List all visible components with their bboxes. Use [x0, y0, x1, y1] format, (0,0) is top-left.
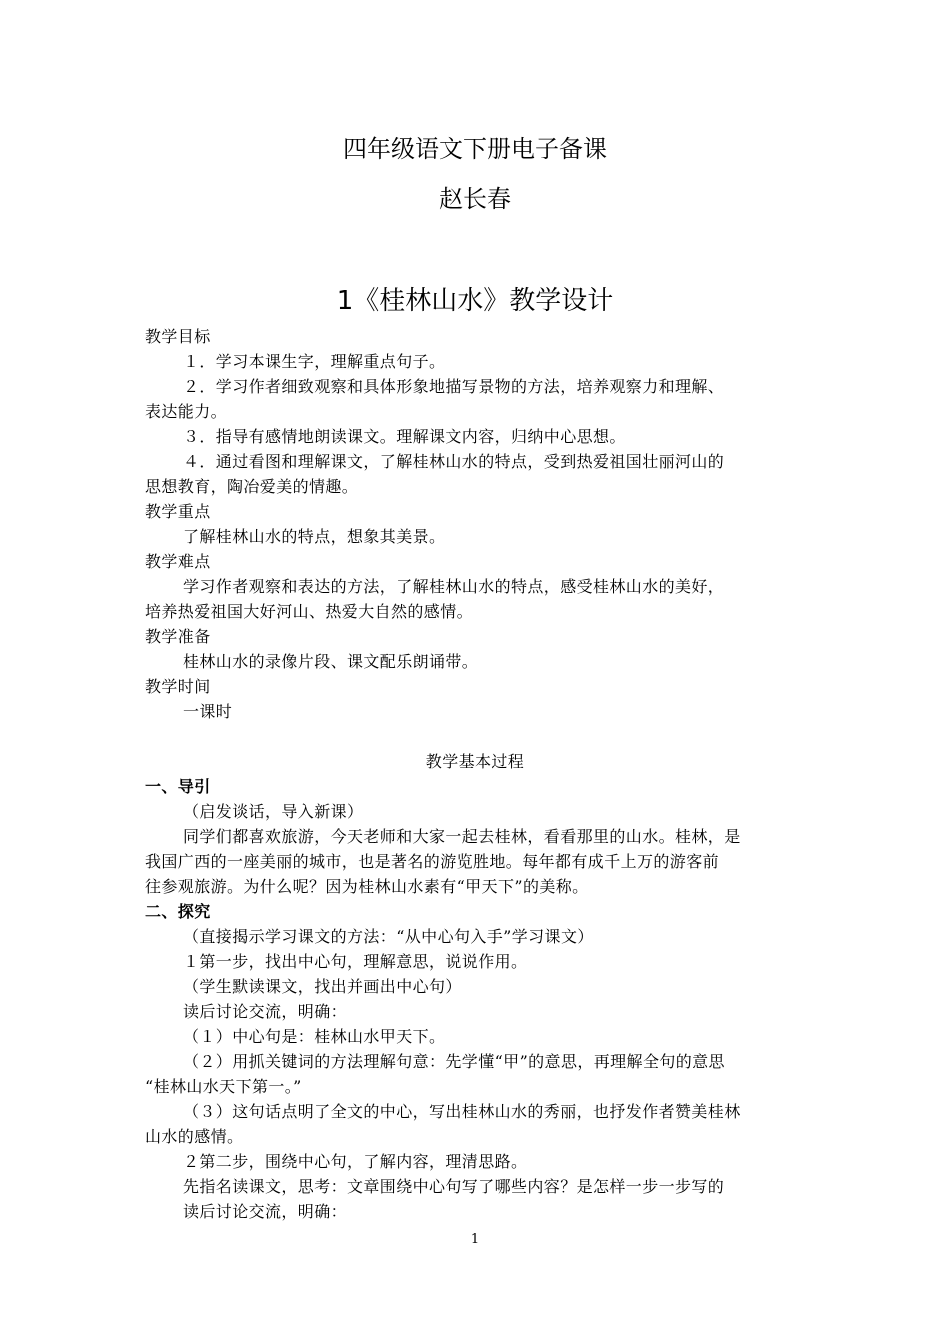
objective-item: １．学习本课生字，理解重点句子。 — [183, 352, 446, 371]
section2-note: （直接揭示学习课文的方法：“从中心句入手”学习课文） — [183, 927, 594, 946]
section1-paragraph: 同学们都喜欢旅游，今天老师和大家一起去桂林，看看那里的山水。桂林，是 — [183, 827, 741, 846]
lesson-title: 1《桂林山水》教学设计 — [336, 286, 614, 316]
document-title: 四年级语文下册电子备课 — [343, 135, 607, 163]
process-heading: 教学基本过程 — [425, 752, 525, 771]
conclusion-item: （２）用抓关键词的方法理解句意：先学懂“甲”的意思，再理解全句的意思 — [183, 1052, 725, 1071]
step1-text: １第一步，找出中心句，理解意思，说说作用。 — [183, 952, 528, 971]
discussion-text: 读后讨论交流，明确： — [183, 1202, 348, 1221]
section1-note: （启发谈话，导入新课） — [183, 802, 364, 821]
focus-heading: 教学重点 — [145, 502, 211, 521]
step1-note: （学生默读课文，找出并画出中心句） — [183, 977, 462, 996]
section1-paragraph-cont: 往参观旅游。为什么呢？因为桂林山水素有“甲天下”的美称。 — [145, 877, 589, 896]
focus-text: 了解桂林山水的特点，想象其美景。 — [183, 527, 446, 546]
objective-item: ４．通过看图和理解课文，了解桂林山水的特点，受到热爱祖国壮丽河山的 — [183, 452, 725, 471]
objectives-heading: 教学目标 — [145, 327, 211, 346]
preparation-text: 桂林山水的录像片段、课文配乐朗诵带。 — [183, 652, 479, 671]
objective-item-cont: 思想教育，陶冶爱美的情趣。 — [145, 477, 359, 496]
conclusion-item-cont: “桂林山水天下第一。” — [145, 1077, 302, 1096]
time-text: 一课时 — [183, 702, 233, 721]
section2-heading: 二、探究 — [145, 902, 211, 921]
time-heading: 教学时间 — [145, 677, 211, 696]
difficulty-text: 学习作者观察和表达的方法，了解桂林山水的特点，感受桂林山水的美好， — [183, 577, 725, 596]
step2-question: 先指名读课文，思考：文章围绕中心句写了哪些内容？是怎样一步一步写的 — [183, 1177, 725, 1196]
objective-item-cont: 表达能力。 — [145, 402, 228, 421]
discussion-text: 读后讨论交流，明确： — [183, 1002, 348, 1021]
conclusion-item-cont: 山水的感情。 — [145, 1127, 244, 1146]
conclusion-item: （３）这句话点明了全文的中心，写出桂林山水的秀丽，也抒发作者赞美桂林 — [183, 1102, 741, 1121]
step2-text: ２第二步，围绕中心句，了解内容，理清思路。 — [183, 1152, 528, 1171]
difficulty-heading: 教学难点 — [145, 552, 211, 571]
section1-paragraph-cont: 我国广西的一座美丽的城市，也是著名的游览胜地。每年都有成千上万的游客前 — [145, 852, 720, 871]
objective-item: ２．学习作者细致观察和具体形象地描写景物的方法，培养观察力和理解、 — [183, 377, 725, 396]
author-name: 赵长春 — [439, 185, 511, 213]
objective-item: ３．指导有感情地朗读课文。理解课文内容，归纳中心思想。 — [183, 427, 626, 446]
section1-heading: 一、导引 — [145, 777, 211, 796]
page-number: 1 — [470, 1232, 480, 1247]
preparation-heading: 教学准备 — [145, 627, 211, 646]
difficulty-text-cont: 培养热爱祖国大好河山、热爱大自然的感情。 — [145, 602, 474, 621]
conclusion-item: （１）中心句是：桂林山水甲天下。 — [183, 1027, 446, 1046]
